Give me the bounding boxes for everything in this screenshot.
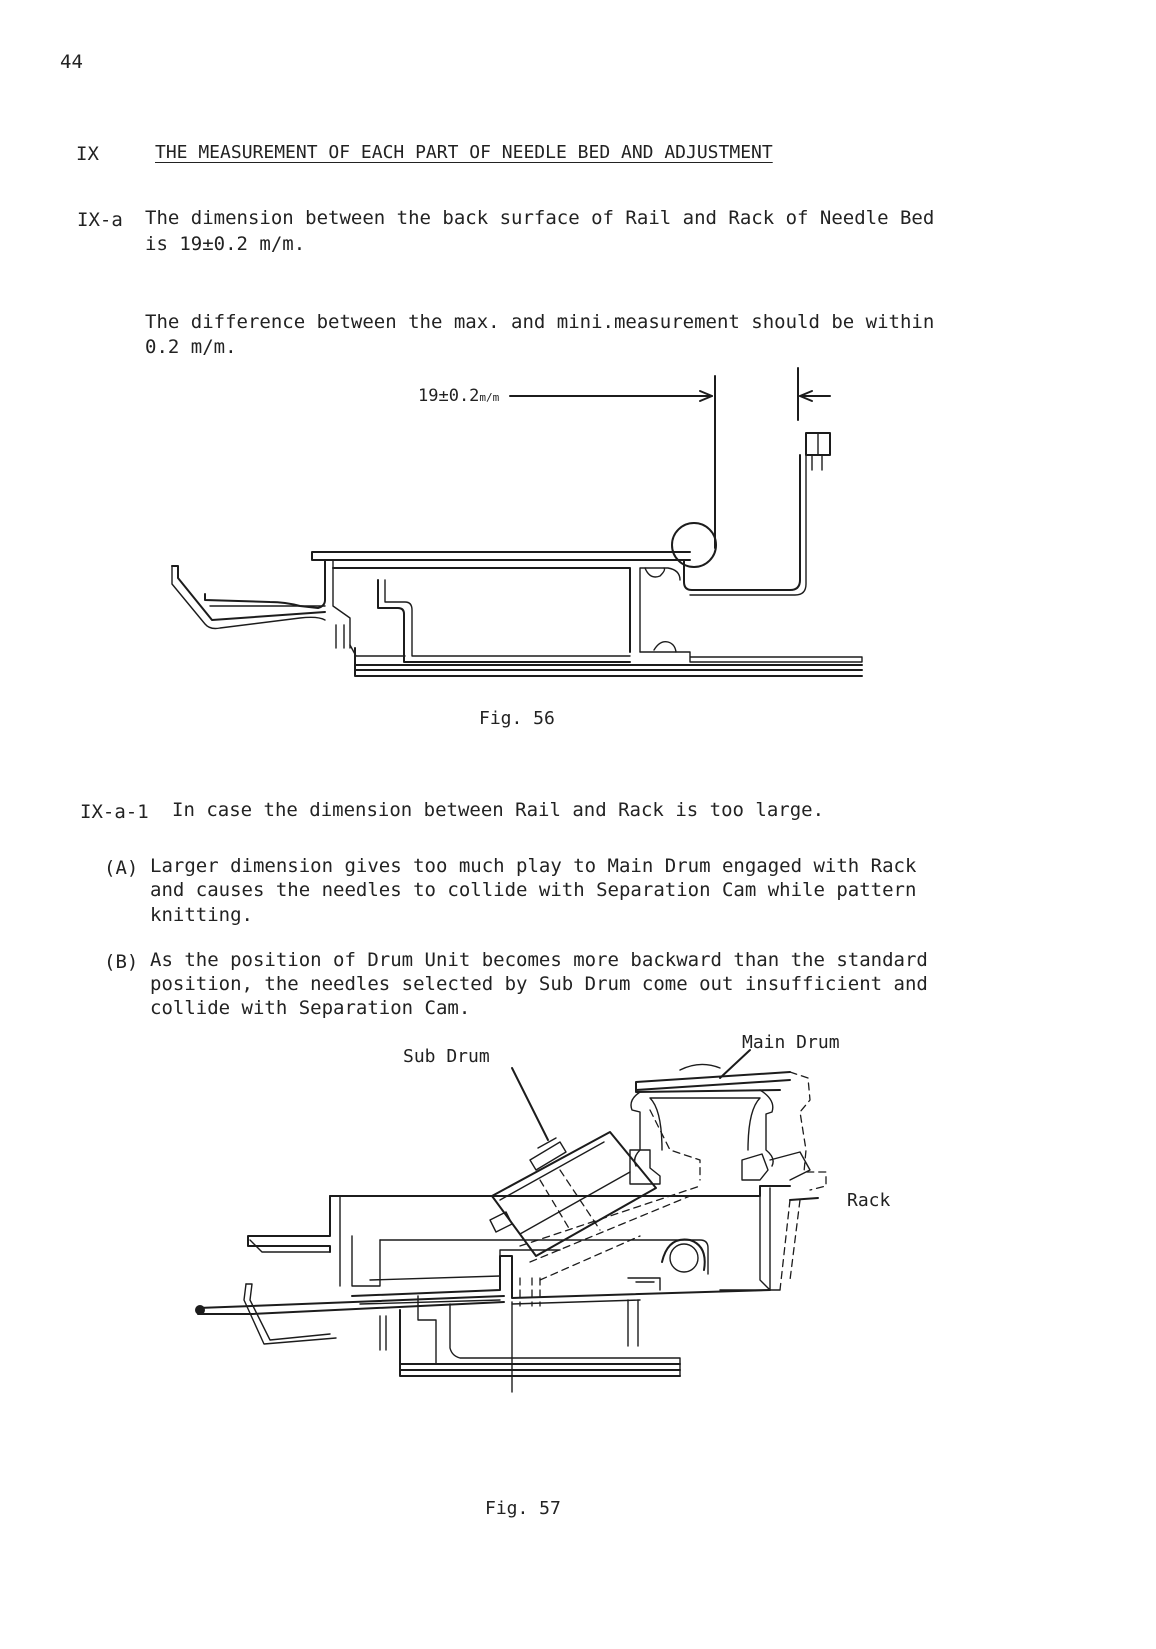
label-main-drum: Main Drum <box>742 1032 840 1053</box>
item-b-line2: position, the needles selected by Sub Drum come out insufficient and <box>150 973 928 995</box>
needle-bed-top <box>330 1186 790 1196</box>
sub-drum-leader <box>512 1068 548 1140</box>
main-drum-top <box>636 1072 790 1092</box>
ix-a-line2-prefix: is 19 <box>145 233 203 255</box>
item-a-line2: and causes the needles to collide with Separation Cam while pattern <box>150 879 917 901</box>
ix-a-1-text: In case the dimension between Rail and Rack is too large. <box>172 799 825 821</box>
main-drum-leader <box>720 1050 750 1078</box>
fig56-dimension-unit: m/m <box>479 391 500 404</box>
item-b-marker: (B) <box>104 951 139 973</box>
main-drum-dashed <box>790 1072 826 1190</box>
label-sub-drum: Sub Drum <box>403 1046 490 1067</box>
ix-a-para2-line2: 0.2 m/m. <box>145 336 237 358</box>
section-number: IX <box>76 143 99 165</box>
fig56-dimension-value: 19±0.2 <box>418 386 480 406</box>
ix-a-line2-suffix: 0.2 m/m. <box>213 233 306 255</box>
plus-minus-symbol: ± <box>202 233 214 255</box>
section-title: THE MEASUREMENT OF EACH PART OF NEEDLE BED AND ADJUSTMENT <box>155 142 773 163</box>
ix-a-label: IX-a <box>77 209 123 231</box>
ix-a-1-label: IX-a-1 <box>80 801 149 823</box>
item-a-line1: Larger dimension gives too much play to Main Drum engaged with Rack <box>150 855 917 877</box>
label-rack: Rack <box>847 1190 891 1211</box>
item-a-marker: (A) <box>104 857 139 879</box>
item-b-line1: As the position of Drum Unit becomes more backward than the standard <box>150 949 928 971</box>
bed-left-step <box>248 1196 330 1252</box>
fig57-caption: Fig. 57 <box>485 1498 561 1519</box>
page-number: 44 <box>60 51 83 73</box>
item-a-line3: knitting. <box>150 904 253 926</box>
ix-a-line1: The dimension between the back surface of Rail and Rack of Needle Bed <box>145 207 935 229</box>
rack-leader <box>790 1198 818 1200</box>
fig56-caption: Fig. 56 <box>479 708 555 729</box>
rack-vertical <box>760 1186 770 1290</box>
ix-a-para2-line1: The difference between the max. and mini.measurement should be within <box>145 311 935 333</box>
item-b-line3: collide with Separation Cam. <box>150 997 471 1019</box>
needle-hook-tip <box>196 1306 204 1314</box>
